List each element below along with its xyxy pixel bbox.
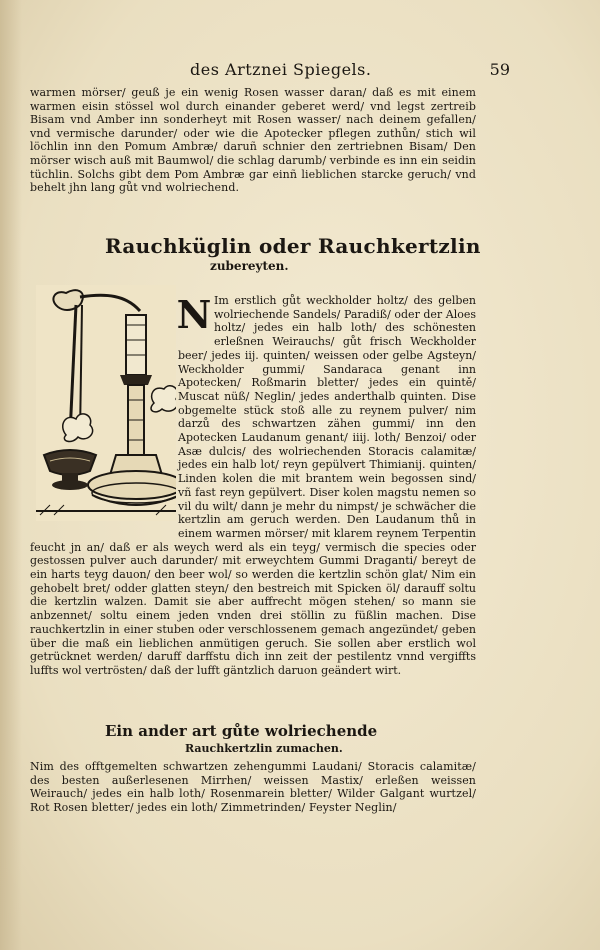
section-subheading: zubereyten. [210,259,289,273]
page-number: 59 [489,60,510,79]
second-subheading: Rauchkertzlin zumachen. [185,742,343,755]
image-spacer [30,344,178,532]
paragraph-2 [30,294,476,714]
page-header [70,60,510,82]
running-title: des Artznei Spiegels. [190,60,372,79]
paragraph-1: warmen mörser/ geuß je ein wenig Rosen wasser daran/ daß es mit einem warmen eisin stössel wol durch einander geberet werd/ vnd legst zertreib Bisam vnd Amber inn sonderheyt mit Rosen wasser/ nach deinem gefallen/ vnd vermische darunder/ oder wie die Apotecker pflegen zuthůn/ stich wil löchlin inn den Pomum Ambræ/ daruñ schnier den zertriebnen Bisam/ Den mörser wisch auß mit Baumwol/ die schlag darumb/ verbinde es inn ein seidin tüchlin. Solchs gibt dem Pom Ambræ gar einñ lieblichen starcke geruch/ vnd behelt jhn lang gůt vnd wolriechend. [30,86,476,195]
paragraph-3: Nim des offtgemelten schwartzen zehengummi Laudani/ Storacis calamitæ/ des besten außerlesenen Mirrhen/ weissen Mastix/ erleßen weissen Weirauch/ jedes ein halb loth/ Rosenmarein bletter/ Wilder Galgant wurtzel/ Rot Rosen bletter/ jedes ein loth/ Zimmetrinden/ Feyster Neglin/ [30,760,476,814]
paragraph-2-text: Im erstlich gůt weckholder holtz/ des gelben wolriechende Sandels/ Paradiß/ oder der Aloes holtz/ jedes ein halb loth/ des schönesten erleßnen Weirauchs/ gůt frisch Weckholder beer/ jedes iij. quinten/ weissen oder gelbe Agsteyn/ Weckholder gummi/ Sandaraca genant inn Apotecken/ Roßmarin bletter/ jedes ein quintě/ Muscat nüß/ Neglin/ jedes anderthalb quinten. Dise obgemelte stück stoß alle zu reynem pulver/ nim darzů des schwartzen zähen gummi/ inn den Apotecken Laudanum genant/ iiij. loth/ Benzoi/ oder Asæ dulcis/ des wolriechenden Storacis calamitæ/ jedes ein halb lot/ reyn gepülvert Thimianij. quinten/ Linden kolen die mit brantem wein begossen sind/ vñ fast reyn gepülvert. Diser kolen magstu nemen so vil du wilt/ dann je mehr du nimpst/ je schwächer die kertzlin am geruch werden. Den Laudanum thů in einem warmen mörser/ mit klarem reynem Terpentin feucht jn an/ daß er als weych werd als ein teyg/ vermisch die species oder gestossen pulver auch darunder/ mit erweychtem Gummi Draganti/ bereyt de ein harts teyg dauon/ den beer wol/ so werden die kertzlin schön glat/ Nim ein gehobelt bret/ odder glatten steyn/ den bestreich mit Spicken öl/ darauff soltu die kertzlin walzen. Damit sie aber auffrecht mögen stehen/ so mann sie anbzennet/ soltu einem jeden vnden drei stöllin zu füßlin machen. Dise rauchkertzlin in einer stuben oder verschlossenem gemach angezündet/ geben über die maß ein lieblichen anmütigen geruch. Sie sollen aber erstlich wol getrücknet werden/ daruff darffstu dich inn zeit der pestilentz vnnd vergiffts luffts wol vertrösten/ daß der lufft gäntzlich daruon geändert wirt. [30,294,476,677]
section-heading: Rauchküglin oder Rauchkertzlin [105,234,481,258]
second-heading: Ein ander art gůte wolriechende [105,722,378,740]
decorated-initial: N [176,292,212,337]
